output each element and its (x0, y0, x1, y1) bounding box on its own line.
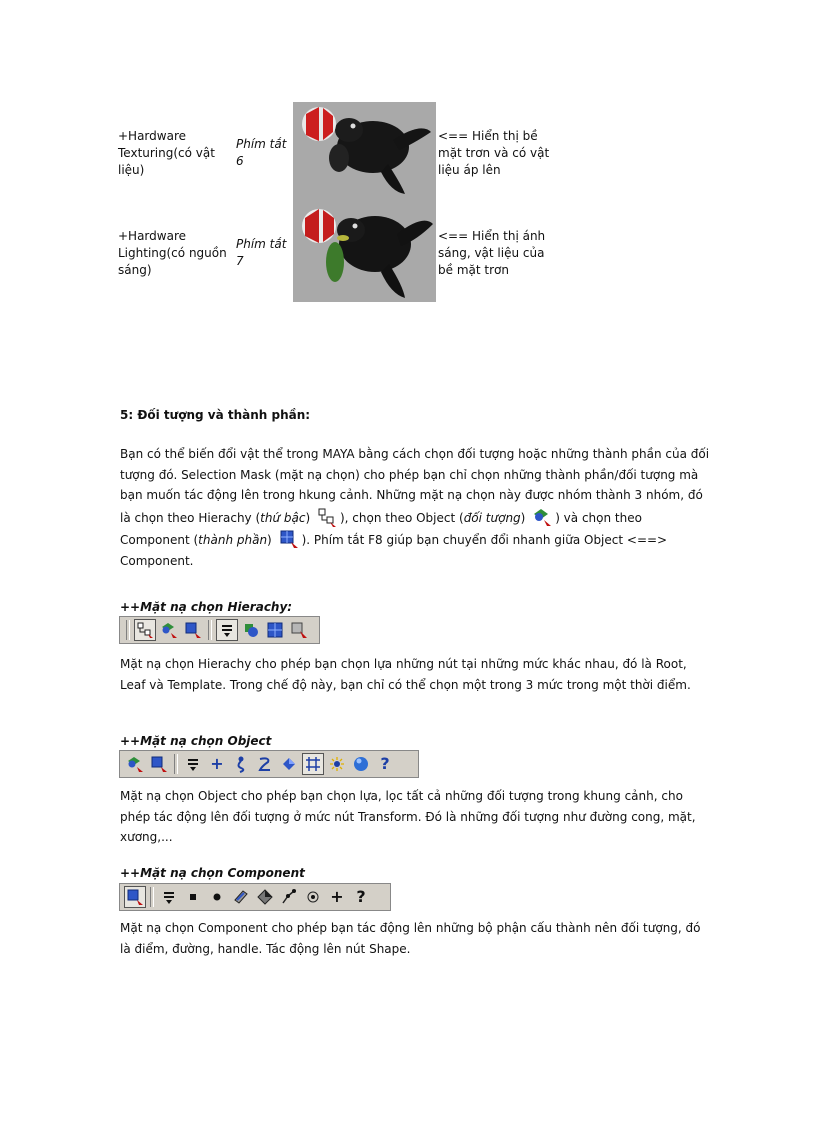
component-mode-icon[interactable] (182, 619, 204, 641)
hierarchy-text: Mặt nạ chọn Hierachy cho phép bạn chọn lựa những nút tại những mức khác nhau, đó là Root, Leaf và Template. Trong chế độ này, bạn chỉ có thể chọn một trong 3 mức trong một thời điểm. (120, 657, 691, 692)
hulls-icon[interactable] (254, 886, 276, 908)
intro-text-4: ). Phím tắt F8 giúp bạn chuyển đổi nhanh giữa Object <==> Component. (120, 533, 668, 568)
intro-object-term: đối tượng (463, 510, 521, 525)
intro-hierarchy-term: thứ bậc (260, 510, 306, 525)
component-text: Mặt nạ chọn Component cho phép bạn tác động lên những bộ phận cấu thành nên đối tượng, đó là điểm, đường, handle. Tác động lên nút Shape. (120, 921, 701, 956)
component-title: ++Mặt nạ chọn Component (120, 866, 305, 880)
hierarchy-mode-icon[interactable] (134, 619, 156, 641)
intro-object-close: ) (520, 510, 526, 525)
row2-shortcut: Phím tắt 7 (236, 237, 287, 268)
object-toolbar (119, 750, 419, 778)
sphere-icon[interactable] (350, 753, 372, 775)
component-mode-icon[interactable] (124, 886, 146, 908)
intro-text-1: Bạn có thể biến đổi vật thể trong MAYA bằng cách chọn đối tượng hoặc những thành phần của đối tượng đó. Selection Mask (mặt nạ chọn) cho phép bạn chỉ chọn những thành phần/đối tượng mà bạn muốn tác động lên trong hkung cảnh. Những mặt nạ chọn này được nhóm thành 3 nhóm, đó là chọn theo Hierachy ( (120, 447, 710, 525)
points-icon[interactable] (158, 886, 180, 908)
intro-hierarchy-close: ) (305, 510, 311, 525)
object-mode-icon[interactable] (158, 619, 180, 641)
row2-note: <== Hiển thị ánh sáng, vật liệu của bề mặt trơn (438, 229, 546, 277)
intro-text-2: ), chọn theo Object ( (339, 510, 464, 525)
plus-glyph: + (330, 887, 344, 906)
plus-glyph: + (210, 754, 224, 773)
object-mode-icon[interactable] (124, 753, 146, 775)
joints-icon[interactable] (206, 753, 228, 775)
intro-text-3: ) và chọn theo Component ( (120, 510, 642, 547)
rendering-icon[interactable] (326, 753, 348, 775)
question-glyph: ? (356, 887, 366, 906)
hierarchy-toolbar (119, 616, 320, 644)
render-lighting-image (293, 202, 436, 302)
hierarchy-title: ++Mặt nạ chọn Hierachy: (120, 600, 293, 614)
lines-icon[interactable] (206, 886, 228, 908)
deformations-icon[interactable] (278, 753, 300, 775)
component-mode-icon[interactable] (148, 753, 170, 775)
plus-icon[interactable] (326, 886, 348, 908)
intro-component-term: thành phần (198, 533, 268, 547)
component-mode-icon (278, 528, 300, 550)
hierarchy-mode-icon (316, 506, 338, 528)
pivots-icon[interactable] (278, 886, 300, 908)
handles-icon[interactable] (302, 886, 324, 908)
toolbar-separator (208, 620, 212, 640)
object-mode-icon (531, 506, 553, 528)
row1-note: <== Hiển thị bề mặt trơn và có vật liệu áp lên (438, 129, 550, 177)
object-text: Mặt nạ chọn Object cho phép bạn chọn lựa, lọc tất cả những đối tượng trong khung cảnh, cho phép tác động lên đối tượng ở mức nút Transform. Đó là những đối tượng như đường cong, mặt, xương,... (120, 789, 696, 844)
misc-icon[interactable] (350, 886, 372, 908)
question-glyph: ? (380, 754, 390, 773)
section-heading: 5: Đối tượng và thành phần: (120, 408, 311, 422)
parm-points-icon[interactable] (182, 886, 204, 908)
row1-label: +Hardware Texturing(có vật liệu) (118, 129, 215, 177)
toolbar-separator (174, 754, 178, 774)
curves-icon[interactable] (230, 753, 252, 775)
selection-icon[interactable] (288, 619, 310, 641)
row1-shortcut: Phím tắt 6 (236, 137, 287, 168)
object-title: ++Mặt nạ chọn Object (120, 734, 272, 748)
handles-icon[interactable] (182, 753, 204, 775)
leaf-icon[interactable] (240, 619, 262, 641)
render-texturing-image (293, 102, 436, 202)
misc-icon[interactable] (374, 753, 396, 775)
root-icon[interactable] (216, 619, 238, 641)
dynamics-icon[interactable] (302, 753, 324, 775)
intro-paragraph (120, 444, 710, 571)
toolbar-separator (150, 887, 154, 907)
template-icon[interactable] (264, 619, 286, 641)
component-toolbar (119, 883, 391, 911)
faces-icon[interactable] (230, 886, 252, 908)
surfaces-icon[interactable] (254, 753, 276, 775)
intro-component-close: ) (267, 533, 272, 547)
toolbar-separator (126, 620, 130, 640)
row2-label: +Hardware Lighting(có nguồn sáng) (118, 229, 227, 277)
